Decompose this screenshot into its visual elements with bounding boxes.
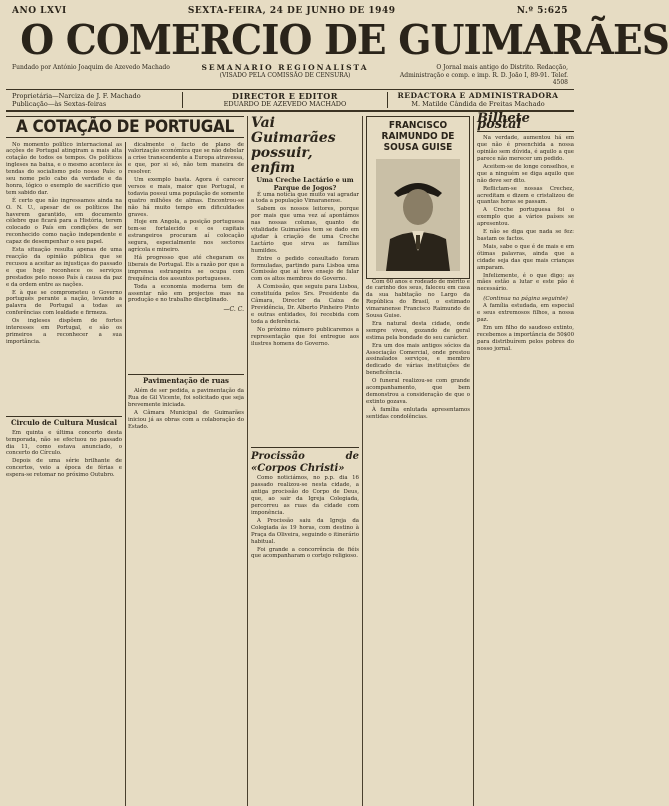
date-label: SEXTA-FEIRA, 24 DE JUNHO DE 1949 xyxy=(187,6,396,16)
article-paragraph: E não se diga que nada se fez: bastam os factos. xyxy=(477,229,574,242)
column-3 xyxy=(251,116,359,806)
masthead-subline xyxy=(6,62,574,90)
article-paragraph: No momento político internacional as acções de Portugal atingiram a mais alta cotação de todos os tempos. Os políticos ingleses na baixa, e o mesmo acontece às tendas do socialismo pelo nosso País: o seu nome pelo cabo da verdade e da honra, lógico o exemplo de sacrifício que tem sabido dar. xyxy=(6,141,122,196)
article-paragraph: Aceitem-se de longe conselhos, e que a ninguém se diga aquilo que não deve ser dito. xyxy=(477,163,574,184)
admin-label: REDACTORA E ADMINISTRADORA xyxy=(397,90,559,100)
article-paragraph: Entre o pedido consultado foram formuladas, partindo para Lisboa uma Comissão que aí teve ensejo de falar com os altos membros do Governo. xyxy=(251,255,359,283)
article-paragraph: É certo que não ingressamos ainda na O. N. U., apesar de os políticos lhe haverem garantido, em documento célebre que ficará para a História, terem colocado o País em condições de ser reconhecido como nação independente e capaz de desempenhar o seu papel. xyxy=(6,197,122,246)
portrait-illustration xyxy=(376,159,460,271)
article-paragraph: É uma notícia que muito vai agradar a toda a população Vimaranense. xyxy=(251,191,359,205)
dateline xyxy=(6,4,574,16)
article-paragraph: Sabem os nossos leitores, porque por mais que uma vez aí apontámos nas nossas colunas, quanto de vitalidade Guimarães tem se dado em ajudar à criação de uma Creche Lactário que sirva as famílias humildes. xyxy=(251,206,359,254)
section-title-streets: Pavimentação de ruas xyxy=(128,374,244,385)
weekly-label: SEMANARIO REGIONALISTA xyxy=(201,63,369,72)
director-block xyxy=(182,92,388,108)
article-paragraph: À família enlutada apresentamos sentidas condolências. xyxy=(366,406,470,420)
admin-name: M. Matilde Cândida de Freitas Machado xyxy=(411,99,545,108)
column-rule xyxy=(362,116,363,806)
article-paragraph: Há progresso que até chegaram os liberais de Portugal. Eis a razão por que a imprensa estrangeira se ocupa com frequência dos assuntos portugueses. xyxy=(128,255,244,282)
director-name: EDUARDO DE AZEVEDO MACHADO xyxy=(223,99,347,108)
owner-label: Proprietária—Narciza de J. F. Machado xyxy=(12,91,141,100)
continuation-note: (Continua na página seguinte) xyxy=(483,296,568,303)
weekly-label-block xyxy=(172,64,398,87)
article-paragraph: E à que se comprometeu o Governo português perante a nação, levando a palavra de Portugal a todas as conferências com lealdade e firmeza. xyxy=(6,289,122,317)
article-paragraph: Foi grande a concorrência de fiéis que acompanharam o cortejo religioso. xyxy=(251,546,359,560)
column-1 xyxy=(6,142,122,806)
article-paragraph: Infelizmente, é o que digo: as mães estão a lutar e este pão é necessário. xyxy=(477,272,574,293)
column-rule xyxy=(473,116,474,806)
column-5 xyxy=(477,110,574,806)
issue-number: N.º 5:625 xyxy=(516,6,568,16)
article-paragraph: Era um dos mais antigos sócios da Associação Comercial, onde prestou assinalados serviços, e membro dedicado de várias instituições de beneficência. xyxy=(366,342,470,377)
article-paragraph: Toda a economia moderna tem de assentar não em projectos mas na produção e no trabalho disciplinado. xyxy=(128,283,244,304)
article-paragraph: dicalmente o facto de plano de valorização económica que se não debelar a crise transcendente a Europa atravessa, e que, por si só, não tem maneira de resolver. xyxy=(128,141,244,176)
newspaper-page xyxy=(6,4,669,796)
column-rule xyxy=(247,116,248,806)
article-paragraph: Além de ser pedida, a pavimentação da Rua de Gil Vicente, foi solicitado que seja brevemente iniciada. xyxy=(128,388,244,408)
column-rule xyxy=(125,142,126,806)
article-body xyxy=(6,110,574,806)
article-paragraph: Como noticiámos, no p.p. dia 16 passado realizou-se nesta cidade, a antiga procissão do Corpo de Deus, que, ao sair da Igreja Colegiada, percorreu as ruas da cidade com imponência. xyxy=(251,475,359,516)
article-paragraph: A Câmara Municipal de Guimarães iniciou já as obras com a colaboração do Estado. xyxy=(128,409,244,430)
obituary-name: FRANCISCO RAIMUNDO DE SOUSA GUISE xyxy=(381,119,455,153)
article-paragraph: Um exemplo basta. Agora é carecer versos e mais, maior que Portugal, e todavia possui uma população de somente quatro milhões de almas. Encontrou-se não há muito tempo em dificuldades graves. xyxy=(128,177,244,218)
creche-article-title: Vai Guimarães possuir, enfim xyxy=(251,114,336,176)
article-paragraph: A Procissão saiu da Igreja da Colegiada às 19 horas, com destino à Praça da Oliveira, seguindo o itinerário habitual. xyxy=(251,517,359,545)
owner-block xyxy=(12,92,182,108)
article-paragraph: O funeral realizou-se com grande acompanhamento, que bem demonstrou a consideração de que o extinto gozava. xyxy=(366,378,470,405)
admin-block xyxy=(388,92,568,108)
lead-article xyxy=(6,116,244,142)
article-paragraph: Hoje em Angola, a posição portuguesa tem-se fortalecido e os capitais estrangeiros procuram aí colocação segura, especialmente nos sectores agrícola e mineiro. xyxy=(128,219,244,254)
procession-title: Procissão de «Corpos Christi» xyxy=(251,447,359,475)
article-paragraph: A Creche portuguesa foi o exemplo que a vários países se apresentou. xyxy=(477,207,574,228)
article-paragraph: No próximo número publicaremos a representação que foi entregue aos ilustres homens do Governo. xyxy=(251,326,359,347)
publication-label: Publicação—às Sextas-feiras xyxy=(12,99,107,108)
article-paragraph: Os ingleses dispõem de fortes interesses em Portugal, e são os primeiros a reconhecer a sua importância. xyxy=(6,318,122,345)
article-paragraph: Com 60 anos e rodeado de mérito e de carinho dos seus, faleceu em casa da sua habitação no Largo da República do Brasil, o estimado vimaranense Francisco Raimundo de Sousa Guise. xyxy=(366,278,470,320)
newspaper-info: O Jornal mais antigo do Distrito. Redacção, Administração e comp. e imp. R. D. João I, 89-91. Telef. 4508 xyxy=(399,64,568,86)
obituary-box xyxy=(366,116,470,279)
article-paragraph: Depois de uma série brilhante de concertos, veio a época de férias e espera-se retomar no próximo Outubro. xyxy=(6,458,122,479)
staff-box xyxy=(6,90,574,112)
director-label: DIRECTOR E EDITOR xyxy=(232,90,338,101)
portrait-photo xyxy=(376,159,460,271)
column-2 xyxy=(128,142,244,806)
founded-note: Fundado por António Joaquim de Azevedo Machado xyxy=(12,64,170,71)
creche-article-subtitle: Uma Creche Lactário e um Parque de Jogos? xyxy=(256,175,354,192)
section-title-music: Circulo de Cultura Musical xyxy=(6,416,122,427)
article-paragraph: Esta situação resulta apenas de uma reacção da opinião pública que se recusou a aceitar as injustiças do passado e que hoje reconhece os serviços prestados pelo nosso País à causa da paz e da ordem entre as nações. xyxy=(6,247,122,288)
postcard-column-title: Bilhete postal xyxy=(477,116,574,133)
article-paragraph: A família estudada, em especial e seus extremosos filhos, a nossa paz. xyxy=(477,303,574,323)
article-paragraph: Mais, sabe o que é de mais e em ótimas palavras, ainda que a cidade seja das que mais crianças amparam. xyxy=(477,243,574,271)
article-paragraph: Em quinta e última concerto desta temporada, não se efectuou no passado dia 11, como estava anunciado, o concerto do Círculo. xyxy=(6,429,122,457)
lead-headline: A COTAÇÃO DE PORTUGAL xyxy=(6,116,244,138)
article-paragraph: Reflictam-se nossas Crechez, acreditam e dizem e cristalizou de quantas horas se passam. xyxy=(477,185,574,206)
masthead-title: O COMERCIO DE GUIMARÃES xyxy=(20,16,669,64)
censorship-note: (VISADO PELA COMISSÃO DE CENSURA) xyxy=(219,71,351,79)
article-paragraph: A Comissão, que seguiu para Lisboa, constituída pelos Srs. Presidente da Câmara, Director da Caixa de Previdência, Dr. Alberto Pinheiro Pinto e outras entidades, foi recebida com toda a deferência. xyxy=(251,284,359,325)
year-label: ANO LXVI xyxy=(12,6,67,16)
article-paragraph: Em um filho do saudoso extinto, recebemos a importância de 50$00 para distribuírem pelos pobres do nosso jornal. xyxy=(477,324,574,352)
article-paragraph: Na verdade, aumentou há em que não é preenchida a nossa opinião sem dúvida, é aquilo a que parece não merecer um pedido. xyxy=(477,135,574,163)
article-signature: —C. C. xyxy=(223,306,244,314)
column-4 xyxy=(366,116,470,806)
article-paragraph: Era natural desta cidade, onde sempre viveu, gozando de geral estima pela bondade do seu carácter. xyxy=(366,320,470,341)
